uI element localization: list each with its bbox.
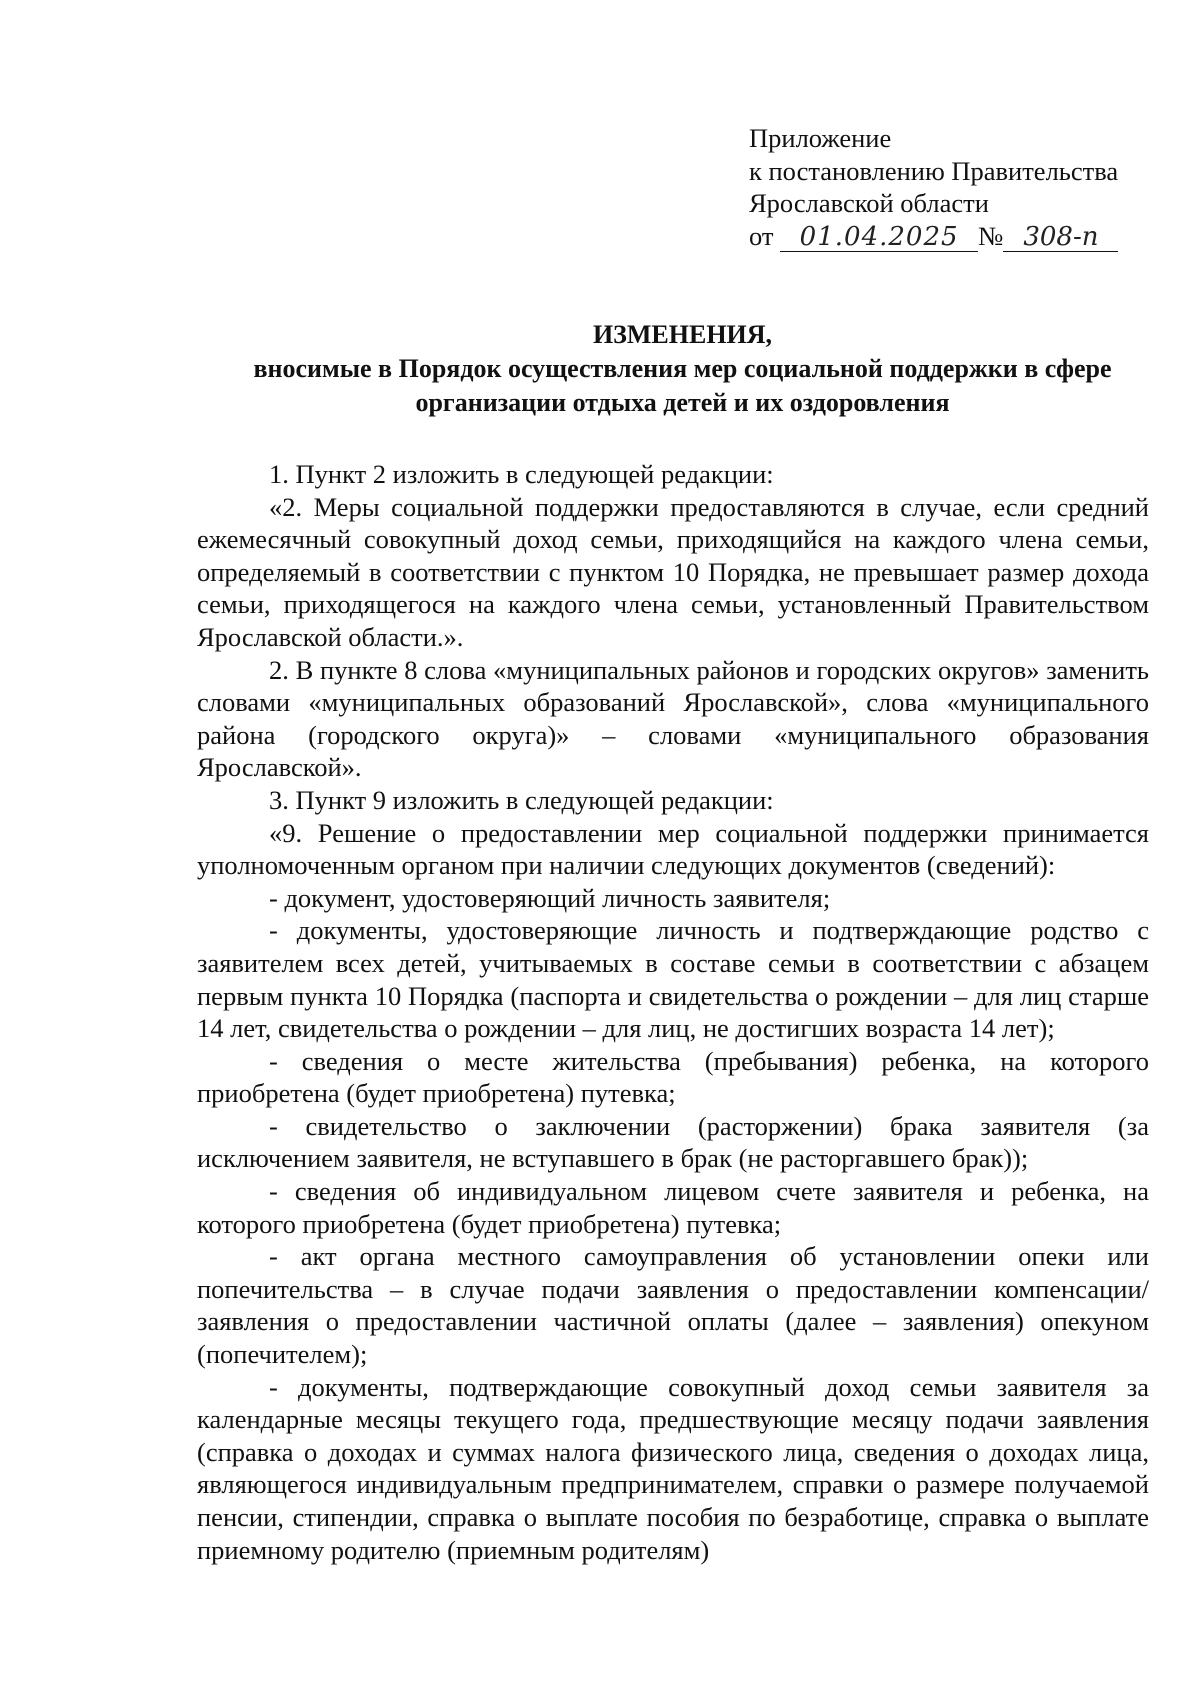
appendix-label: Приложение — [749, 123, 892, 153]
paragraph: - свидетельство о заключении (расторжении) брака заявителя (за исключением заявителя, не вступавшего в брак (не расторгавшего брак)); — [197, 1110, 1149, 1174]
paragraph: 1. Пункт 2 изложить в следующей редакции: — [269, 459, 774, 489]
paragraph: - документы, подтверждающие совокупный доход семьи заявителя за календарные месяцы текущего года, предшествующие месяцу подачи заявления (справка о доходах и суммах налога физического лица, сведения о доходах лица, являющегося индивидуальным предпринимателем, справки о размере получаемой пенсии, стипендии, справка о выплате пособия по безработице, справка о выплате приемному родителю (приемным родителям) — [197, 1371, 1149, 1565]
appendix-date-number-line — [749, 220, 1118, 253]
paragraph: 2. В пункте 8 слова «муниципальных районов и городских округов» заменить словами «муниципальных образований Ярославской», слова «муниципального района (городского округа)» – словами «муниципального образования Ярославской». — [197, 654, 1149, 783]
appendix-resolution-line: к постановлению Правительства — [749, 155, 1119, 186]
from-label: от — [749, 220, 774, 251]
paragraph: «2. Меры социальной поддержки предоставляются в случае, если средний ежемесячный совокупный доход семьи, приходящийся на каждого члена семьи, определяемый в соответствии с пунктом 10 Порядка, не превышает размер дохода семьи, приходящегося на каждого члена семьи, установленный Правительством Ярославской области.». — [197, 491, 1149, 652]
paragraph: - документы, удостоверяющие личность и подтверждающие родство с заявителем всех детей, учитываемых в составе семьи в соответствии с абзацем первым пункта 10 Порядка (паспорта и свидетельства о рождении – для лиц старше 14 лет, свидетельства о рождении – для лиц, не достигших возраста 14 лет); — [197, 915, 1149, 1044]
number-label: № — [978, 220, 1004, 251]
paragraph: - сведения об индивидуальном лицевом счете заявителя и ребенка, на которого приобретена (будет приобретена) путевка; — [197, 1176, 1149, 1239]
paragraph: - сведения о месте жительства (пребывания) ребенка, на которого приобретена (будет приобретена) путевка; — [197, 1045, 1149, 1109]
paragraph: - документ, удостоверяющий личность заявителя; — [269, 882, 831, 913]
appendix-block — [749, 122, 1118, 252]
document-body — [197, 458, 1149, 1566]
handwritten-number: 308-п — [1003, 223, 1118, 252]
paragraph: - акт органа местного самоуправления об установлении опеки или попечительства – в случае подачи заявления о предоставлении компенсации/ заявления о предоставлении частичной оплаты (далее – заявления) опекуном (попечителем); — [197, 1241, 1149, 1370]
appendix-region-line: Ярославской области — [749, 188, 989, 218]
paragraph: «9. Решение о предоставлении мер социальной поддержки принимается уполномоченным органом при наличии следующих документов (сведений): — [197, 817, 1149, 881]
title-heading: ИЗМЕНЕНИЯ, — [592, 320, 773, 349]
handwritten-date: 01.04.2025 — [780, 223, 978, 252]
paragraph: 3. Пункт 9 изложить в следующей редакции: — [269, 784, 774, 815]
title-subheading: вносимые в Порядок осуществления мер социальной поддержки в сфере организации отдыха детей и их оздоровления — [253, 354, 1112, 417]
document-title — [195, 318, 1170, 420]
